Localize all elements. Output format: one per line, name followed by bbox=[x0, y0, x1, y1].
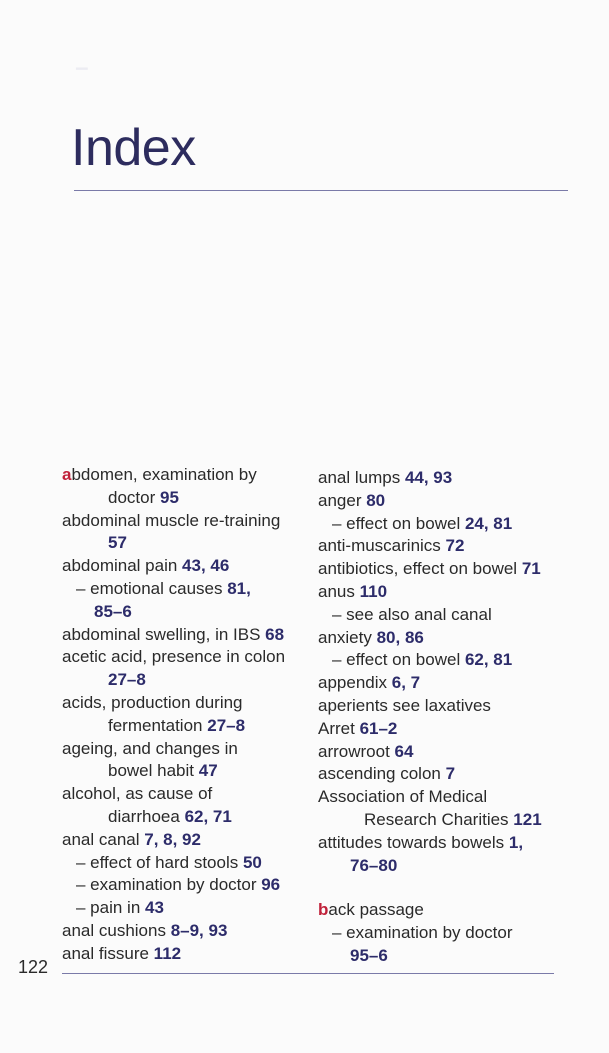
entry-page-refs: 8–9, 93 bbox=[170, 920, 228, 940]
entry-text: appendix bbox=[318, 673, 392, 693]
index-entry bbox=[318, 922, 568, 945]
entry-text: abdominal muscle re-training bbox=[62, 510, 281, 530]
entry-text: – emotional causes bbox=[76, 578, 228, 598]
entry-page-refs: 80 bbox=[366, 490, 386, 510]
entry-text: fermentation bbox=[108, 715, 208, 735]
index-entry bbox=[62, 760, 312, 783]
entry-page-refs: 110 bbox=[359, 581, 388, 601]
entry-text: anti-muscarinics bbox=[318, 536, 446, 556]
entry-text: abdominal pain bbox=[62, 556, 183, 576]
index-entry bbox=[62, 464, 312, 487]
index-entry bbox=[318, 467, 568, 490]
index-entry bbox=[318, 535, 568, 558]
entry-text: – see also anal canal bbox=[332, 604, 492, 624]
entry-text: antibiotics, effect on bowel bbox=[318, 559, 522, 579]
index-entry bbox=[62, 738, 312, 761]
entry-text: acids, production during bbox=[62, 692, 243, 712]
entry-text: bdomen, examination by bbox=[71, 465, 257, 484]
show-through-mark: ▁ bbox=[76, 53, 88, 70]
entry-text: anger bbox=[318, 490, 367, 510]
entry-page-refs: 24, 81 bbox=[464, 513, 513, 533]
index-entry bbox=[62, 487, 312, 510]
entry-text: acetic acid, presence in colon bbox=[62, 647, 286, 667]
entry-page-refs: 47 bbox=[198, 761, 218, 781]
index-entry bbox=[62, 646, 312, 669]
entry-text: – examination by doctor bbox=[332, 923, 513, 943]
index-entry bbox=[62, 692, 312, 715]
entry-page-refs: 57 bbox=[108, 533, 127, 553]
entry-page-refs: 43 bbox=[145, 898, 164, 918]
entry-text: arrowroot bbox=[318, 741, 395, 761]
entry-text: aperients see laxatives bbox=[318, 695, 491, 715]
entry-text: bowel habit bbox=[108, 761, 199, 781]
index-spacer bbox=[318, 877, 568, 899]
entry-page-refs: 7, 8, 92 bbox=[144, 829, 201, 849]
index-entry bbox=[318, 695, 568, 718]
index-entry bbox=[62, 829, 312, 852]
index-entry bbox=[62, 510, 312, 533]
entry-page-refs: 80, 86 bbox=[376, 627, 424, 647]
index-entry bbox=[318, 490, 568, 513]
entry-text: – pain in bbox=[76, 898, 145, 918]
entry-page-refs: 61–2 bbox=[359, 718, 398, 738]
index-entry bbox=[318, 604, 568, 627]
index-entry bbox=[62, 943, 312, 966]
index-entry bbox=[318, 855, 568, 878]
index-entry bbox=[62, 601, 312, 624]
index-entry bbox=[62, 897, 312, 920]
entry-page-refs: 121 bbox=[513, 809, 542, 829]
section-initial-letter: b bbox=[318, 900, 329, 920]
entry-page-refs: 96 bbox=[261, 875, 281, 895]
index-entry bbox=[318, 718, 568, 741]
entry-page-refs: 7 bbox=[445, 764, 456, 784]
entry-text: – examination by doctor bbox=[76, 875, 262, 895]
index-entry bbox=[62, 852, 312, 875]
index-column-left bbox=[62, 464, 312, 966]
index-entry bbox=[318, 581, 568, 604]
entry-text: doctor bbox=[108, 487, 160, 507]
section-initial-letter: a bbox=[62, 465, 72, 484]
entry-text: anal canal bbox=[62, 829, 145, 849]
index-entry bbox=[318, 786, 568, 809]
entry-page-refs: 44, 93 bbox=[404, 468, 453, 487]
entry-text: anus bbox=[318, 581, 360, 601]
title-divider bbox=[74, 190, 568, 191]
index-entry bbox=[318, 832, 568, 855]
entry-text: – effect of hard stools bbox=[76, 852, 243, 872]
entry-page-refs: 68 bbox=[265, 624, 285, 644]
entry-page-refs: 85–6 bbox=[94, 601, 132, 621]
entry-text: – effect on bowel bbox=[332, 513, 465, 533]
entry-text: ascending colon bbox=[318, 764, 446, 784]
index-entry bbox=[318, 672, 568, 695]
index-entry bbox=[318, 945, 568, 968]
entry-page-refs: 62, 71 bbox=[184, 806, 232, 826]
entry-page-refs: 43, 46 bbox=[182, 556, 230, 576]
entry-page-refs: 112 bbox=[153, 943, 182, 963]
index-entry bbox=[318, 627, 568, 650]
entry-page-refs: 81, bbox=[227, 578, 251, 598]
index-entry bbox=[318, 513, 568, 536]
entry-text: ack passage bbox=[328, 900, 424, 920]
entry-text: attitudes towards bowels bbox=[318, 832, 509, 852]
index-entry bbox=[318, 899, 568, 922]
entry-text: ageing, and changes in bbox=[62, 738, 238, 758]
entry-text: Arret bbox=[318, 718, 360, 738]
index-entry bbox=[62, 783, 312, 806]
entry-page-refs: 76–80 bbox=[350, 855, 398, 875]
index-entry bbox=[62, 806, 312, 829]
entry-page-refs: 62, 81 bbox=[464, 650, 513, 670]
index-entry bbox=[318, 763, 568, 786]
page-title: Index bbox=[71, 119, 196, 177]
entry-page-refs: 95 bbox=[159, 487, 179, 507]
entry-text: anal fissure bbox=[62, 943, 154, 963]
entry-text: Association of Medical bbox=[318, 787, 488, 807]
index-entry bbox=[62, 555, 312, 578]
index-entry bbox=[62, 874, 312, 897]
index-entry bbox=[62, 578, 312, 601]
entry-text: anxiety bbox=[318, 627, 377, 647]
index-entry bbox=[318, 809, 568, 832]
index-entry bbox=[62, 715, 312, 738]
index-entry bbox=[62, 532, 312, 555]
entry-page-refs: 71 bbox=[521, 559, 541, 579]
index-column-right bbox=[318, 467, 568, 968]
entry-text: anal lumps bbox=[318, 468, 405, 487]
entry-text: anal cushions bbox=[62, 920, 171, 940]
index-entry bbox=[318, 649, 568, 672]
entry-page-refs: 27–8 bbox=[108, 670, 146, 690]
index-entry bbox=[318, 558, 568, 581]
index-entry bbox=[62, 669, 312, 692]
footer-divider bbox=[62, 973, 554, 974]
index-entry bbox=[318, 741, 568, 764]
entry-page-refs: 6, 7 bbox=[391, 673, 421, 693]
entry-text: diarrhoea bbox=[108, 806, 185, 826]
page-number: 122 bbox=[18, 957, 49, 977]
index-entry bbox=[62, 624, 312, 647]
entry-page-refs: 95–6 bbox=[350, 945, 388, 965]
entry-page-refs: 64 bbox=[394, 741, 414, 761]
entry-page-refs: 50 bbox=[242, 852, 262, 872]
entry-text: abdominal swelling, in IBS bbox=[62, 624, 266, 644]
entry-page-refs: 1, bbox=[508, 832, 524, 852]
entry-text: – effect on bowel bbox=[332, 650, 465, 670]
index-entry bbox=[62, 920, 312, 943]
entry-page-refs: 72 bbox=[445, 536, 465, 556]
entry-text: Research Charities bbox=[364, 809, 514, 829]
entry-page-refs: 27–8 bbox=[207, 715, 246, 735]
entry-text: alcohol, as cause of bbox=[62, 784, 213, 804]
